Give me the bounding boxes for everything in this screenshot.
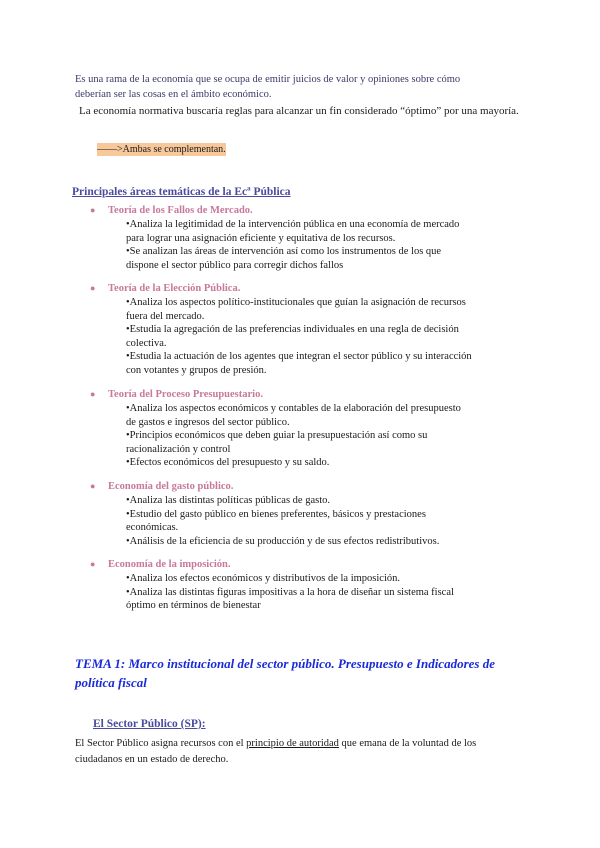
section-item: de gastos e ingresos del sector público. (126, 416, 290, 428)
section-item: para lograr una asignación eficiente y equitativa de los recursos. (126, 232, 396, 244)
section-items (126, 494, 510, 548)
section-item: •Análisis de la eficiencia de su producción y de sus efectos redistributivos. (126, 535, 440, 547)
bullet-icon: ● (90, 481, 96, 491)
sp-heading: El Sector Público (SP): (93, 718, 206, 730)
section-item: •Analiza los aspectos político-institucionales que guían la asignación de recursos (126, 297, 466, 308)
bullet-icon: ● (90, 389, 96, 399)
sp-text-after: que emana de la voluntad de los ciudadanos en un estado de derecho. (75, 738, 477, 765)
section-item: •Analiza la legitimidad de la intervención pública en una economía de mercado (126, 219, 460, 230)
tema-title: TEMA 1: Marco institucional del sector público. Presupuesto e Indicadores de política fiscal (75, 656, 495, 690)
intro-line-2: deberían ser las cosas en el ámbito económico. (75, 89, 272, 100)
intro-line-3: La economía normativa buscaría reglas para alcanzar un fin considerado “óptimo” por una mayoría. (79, 105, 519, 117)
section-imposicion (90, 557, 510, 613)
sp-paragraph (75, 736, 525, 768)
areas-heading: Principales áreas temáticas de la Ecª Pública (72, 186, 291, 198)
section-title-row (90, 281, 510, 296)
complement-highlight: ——>Ambas se complementan. (97, 144, 226, 155)
section-item: •Analiza las distintas políticas públicas de gasto. (126, 495, 331, 506)
section-items (126, 402, 510, 470)
bullet-icon: ● (90, 205, 96, 215)
section-gasto-publico (90, 479, 510, 548)
bullet-icon: ● (90, 283, 96, 293)
section-title-row (90, 479, 510, 494)
section-item: con votantes y grupos de presión. (126, 364, 267, 376)
section-item: económicas. (126, 522, 179, 534)
section-item: •Estudio del gasto público en bienes preferentes, básicos y prestaciones (126, 508, 426, 520)
section-item: •Analiza los aspectos económicos y contables de la elaboración del presupuesto (126, 403, 461, 414)
section-title: Economía de la imposición. (108, 559, 231, 570)
section-item: •Estudia la actuación de los agentes que integran el sector público y su interacción (126, 351, 472, 363)
complement-note (97, 141, 226, 158)
section-item: óptimo en términos de bienestar (126, 600, 261, 612)
section-item: •Se analizan las áreas de intervención así como los instrumentos de los que (126, 246, 442, 258)
section-item: •Estudia la agregación de las preferencias individuales en una regla de decisión (126, 324, 459, 336)
section-items (126, 218, 510, 272)
section-item: •Analiza los efectos económicos y distributivos de la imposición. (126, 573, 400, 584)
section-title-row (90, 387, 510, 402)
section-title-row (90, 557, 510, 572)
section-items (126, 572, 510, 613)
section-title: Teoría de la Elección Pública. (108, 283, 241, 294)
section-title: Teoría del Proceso Presupuestario. (108, 389, 263, 400)
section-title-row (90, 203, 510, 218)
intro-line-1: Es una rama de la economía que se ocupa de emitir juicios de valor y opiniones sobre cómo (75, 74, 461, 85)
section-eleccion-publica (90, 281, 510, 378)
section-item: colectiva. (126, 337, 167, 349)
section-proceso-presupuestario (90, 387, 510, 470)
section-item: •Analiza las distintas figuras impositivas a la hora de diseñar un sistema fiscal (126, 586, 454, 598)
section-item: racionalización y control (126, 443, 231, 455)
section-item: fuera del mercado. (126, 310, 205, 322)
section-fallos-mercado (90, 203, 510, 272)
section-item: •Principios económicos que deben guiar la presupuestación así como su (126, 430, 428, 442)
sp-text-underlined: principio de autoridad (246, 738, 339, 749)
section-item: •Efectos económicos del presupuesto y su saldo. (126, 457, 330, 469)
section-title: Teoría de los Fallos de Mercado. (108, 205, 253, 216)
section-title: Economía del gasto público. (108, 481, 234, 492)
section-items (126, 296, 510, 378)
sp-text-before: El Sector Público asigna recursos con el (75, 738, 247, 749)
section-item: dispone el sector público para corregir dichos fallos (126, 259, 344, 271)
bullet-icon: ● (90, 559, 96, 569)
